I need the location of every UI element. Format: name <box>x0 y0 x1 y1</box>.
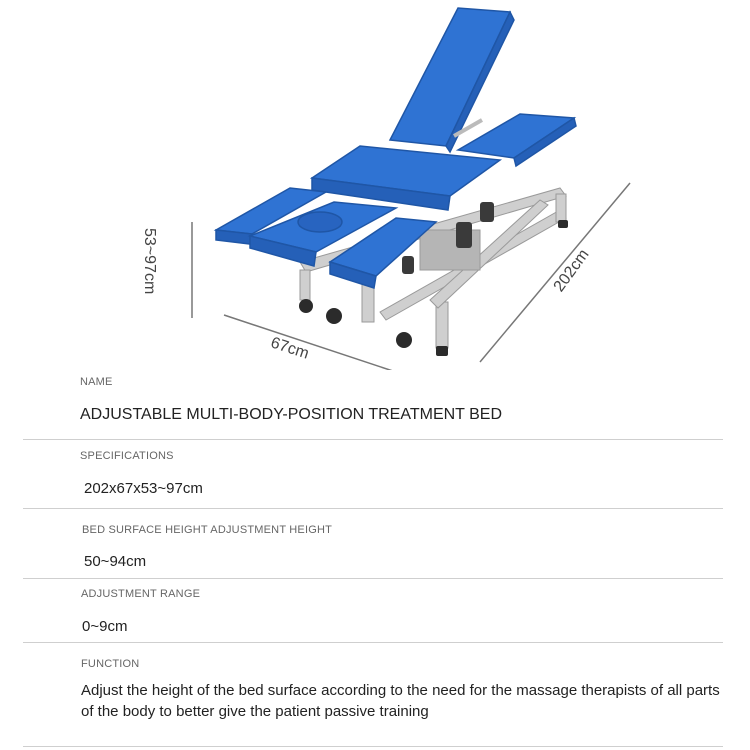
length-dimension-label: 202cm <box>550 246 593 296</box>
product-name: ADJUSTABLE MULTI-BODY-POSITION TREATMENT BED <box>80 406 502 423</box>
face-hole <box>298 212 342 232</box>
product-image <box>0 0 750 370</box>
spec-label: NAME <box>80 376 113 388</box>
spec-value: 202x67x53~97cm <box>84 480 203 497</box>
spec-label: ADJUSTMENT RANGE <box>81 588 201 600</box>
width-dimension-line <box>224 315 408 370</box>
divider <box>23 642 723 643</box>
divider <box>23 439 723 440</box>
height-dimension-label: 53~97cm <box>141 228 158 295</box>
spec-value: 50~94cm <box>84 553 147 570</box>
divider <box>23 578 723 579</box>
spec-label: BED SURFACE HEIGHT ADJUSTMENT HEIGHT <box>82 524 333 536</box>
spec-label: SPECIFICATIONS <box>80 450 174 462</box>
backrest-cushion <box>390 8 510 146</box>
divider <box>23 508 723 509</box>
width-dimension-label: 67cm <box>268 334 311 363</box>
treatment-bed-illustration <box>0 0 750 370</box>
spec-value: 0~9cm <box>82 618 128 635</box>
spec-label: FUNCTION <box>81 658 140 670</box>
divider <box>23 746 723 747</box>
spec-value: Adjust the height of the bed surface according to the need for the massage therapists of all parts of the body to better give the patient passive training <box>81 682 720 720</box>
bed-cushions <box>216 8 576 288</box>
